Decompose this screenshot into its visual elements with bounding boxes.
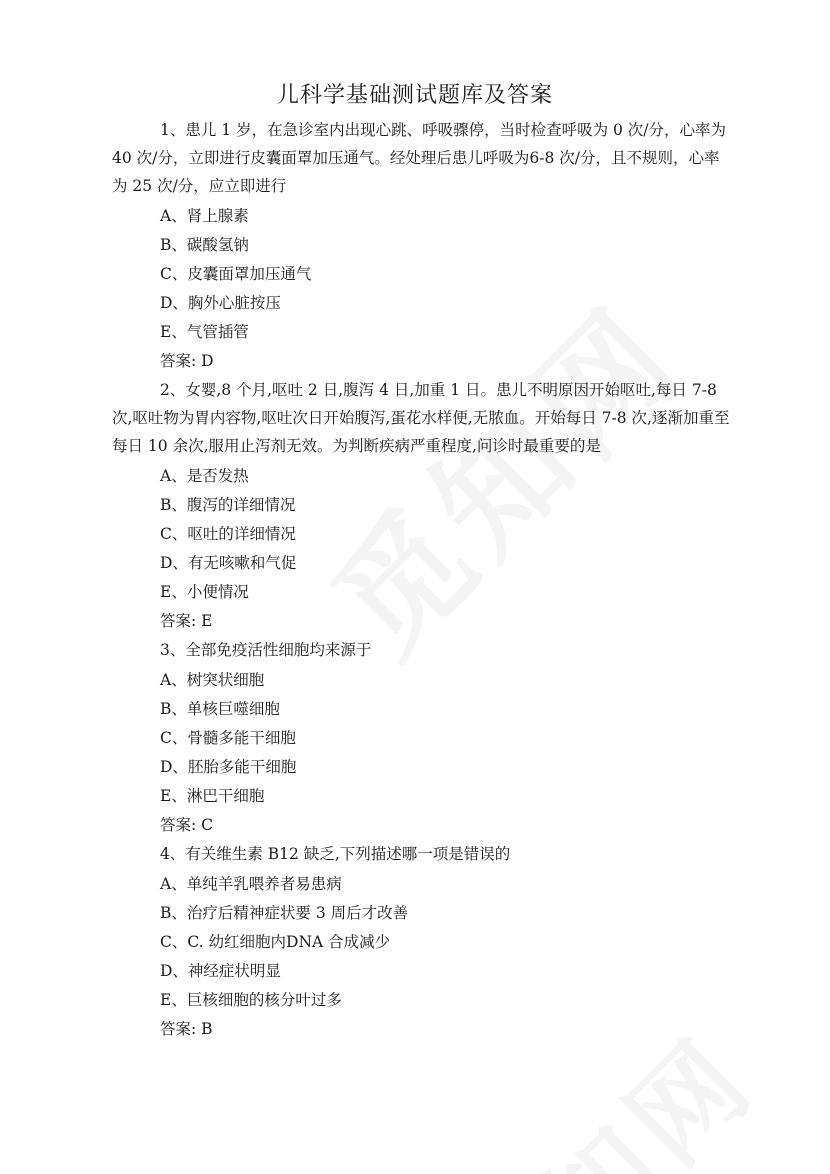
option-b: B、腹泻的详细情况 — [160, 496, 296, 514]
option-b: B、碳酸氢钠 — [160, 236, 249, 254]
answer-text: 答案: B — [160, 1020, 213, 1038]
question-text: 3、全部免疫活性细胞均来源于 — [160, 641, 372, 659]
option-d: D、有无咳嗽和气促 — [160, 554, 297, 572]
option-d: D、胸外心脏按压 — [160, 294, 281, 312]
option-c: C、皮囊面罩加压通气 — [160, 265, 312, 283]
question-text: 1、患儿 1 岁，在急诊室内出现心跳、呼吸骤停，当时检查呼吸为 0 次/分，心率为 40 次/分，立即进行皮囊面罩加压通气。经处理后患儿呼吸为6-8 次/分，且不规则，心率为 25 次/分，应立即进行 — [112, 121, 727, 195]
option-a: A、单纯羊乳喂养者易患病 — [160, 875, 342, 893]
answer-text: 答案: D — [160, 352, 214, 370]
question-list — [112, 116, 730, 1044]
option-b: B、治疗后精神症状要 3 周后才改善 — [160, 904, 409, 922]
question-block — [112, 116, 730, 376]
option-d: D、胚胎多能干细胞 — [160, 758, 297, 776]
question-text: 4、有关维生素 B12 缺乏,下列描述哪一项是错误的 — [160, 845, 511, 863]
question-block — [160, 840, 730, 1044]
option-e: E、淋巴干细胞 — [160, 787, 265, 805]
option-b: B、单核巨噬细胞 — [160, 700, 280, 718]
question-text: 2、女婴,8 个月,呕吐 2 日,腹泻 4 日,加重 1 日。患儿不明原因开始呕吐,每日 7-8 次,呕吐物为胃内容物,呕吐次日开始腹泻,蛋花水样便,无脓血。开始每日 7-8 次,逐渐加重至每日 10 余次,服用止泻剂无效。为判断疾病严重程度,问诊时最重要的是 — [112, 381, 730, 455]
option-a: A、肾上腺素 — [160, 207, 249, 225]
option-c: C、呕吐的详细情况 — [160, 525, 296, 543]
answer-text: 答案: C — [160, 816, 214, 834]
answer-text: 答案: E — [160, 612, 213, 630]
option-a: A、树突状细胞 — [160, 671, 265, 689]
option-a: A、是否发热 — [160, 467, 249, 485]
option-c: C、骨髓多能干细胞 — [160, 729, 296, 747]
question-block — [160, 636, 730, 840]
question-block — [112, 376, 730, 636]
option-d: D、神经症状明显 — [160, 962, 281, 980]
option-e: E、气管插管 — [160, 323, 249, 341]
option-e: E、巨核细胞的核分叶过多 — [160, 991, 342, 1009]
option-e: E、小便情况 — [160, 583, 249, 601]
option-c: C、C. 幼红细胞内DNA 合成减少 — [160, 933, 391, 951]
page-title: 儿科学基础测试题库及答案 — [276, 83, 553, 108]
